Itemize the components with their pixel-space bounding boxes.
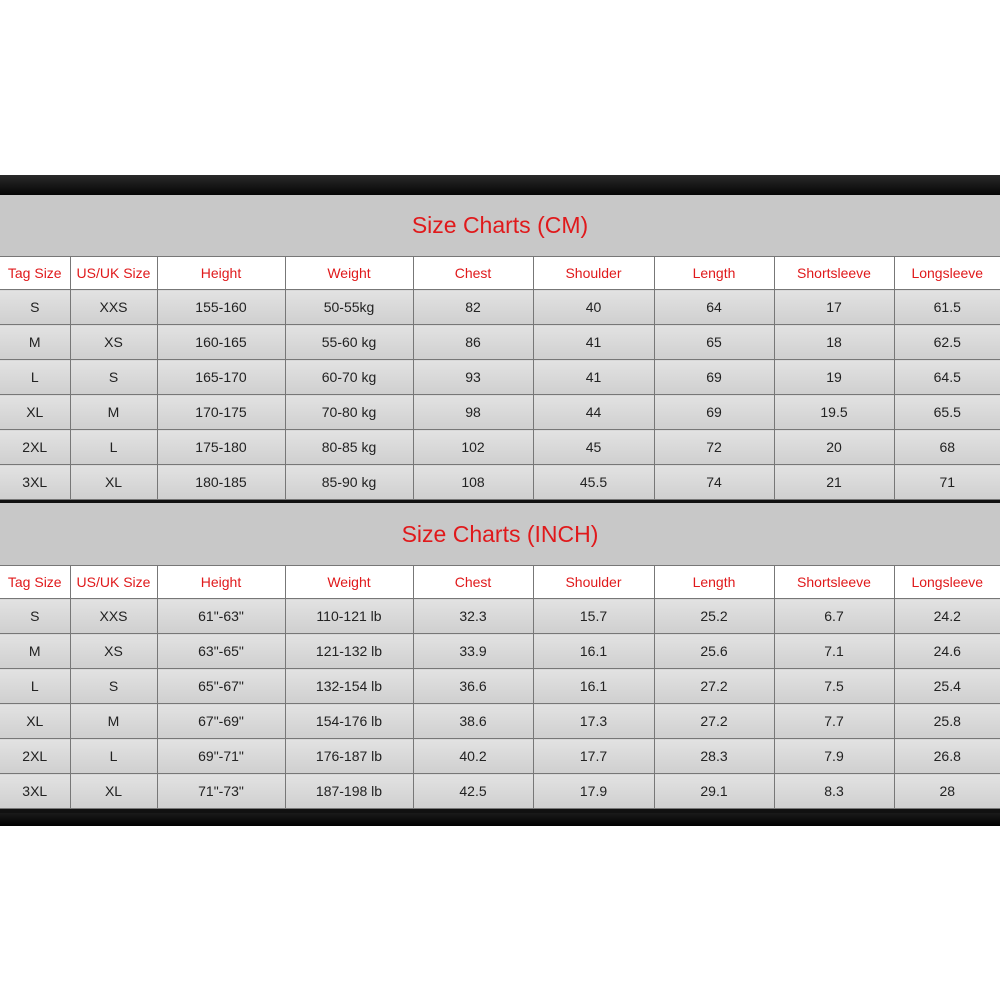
table-cell: XS: [70, 634, 157, 669]
table-cell: 86: [413, 325, 533, 360]
column-header: Length: [654, 257, 774, 290]
table-cell: 180-185: [157, 465, 285, 500]
table-row: [0, 774, 1000, 809]
column-header: Weight: [285, 257, 413, 290]
table-cell: 170-175: [157, 395, 285, 430]
table-cell: 69: [654, 395, 774, 430]
table-cell: 85-90 kg: [285, 465, 413, 500]
table-cell: 17.7: [533, 739, 654, 774]
table-cell: 15.7: [533, 599, 654, 634]
table-cell: 160-165: [157, 325, 285, 360]
table-row: [0, 360, 1000, 395]
table-row: [0, 430, 1000, 465]
table-cell: M: [0, 325, 70, 360]
chart-title-cm: Size Charts (CM): [0, 195, 1000, 256]
table-cell: 82: [413, 290, 533, 325]
size-chart-cm: [0, 195, 1000, 500]
table-cell: XL: [0, 704, 70, 739]
table-cell: 8.3: [774, 774, 894, 809]
column-header: Chest: [413, 257, 533, 290]
table-cell: M: [70, 395, 157, 430]
table-cell: 28.3: [654, 739, 774, 774]
table-cell: 71"-73": [157, 774, 285, 809]
table-cell: 18: [774, 325, 894, 360]
table-cell: M: [0, 634, 70, 669]
table-cell: 175-180: [157, 430, 285, 465]
size-chart-inch: [0, 503, 1000, 809]
table-cell: 33.9: [413, 634, 533, 669]
table-cell: 176-187 lb: [285, 739, 413, 774]
table-row: [0, 669, 1000, 704]
table-cell: 154-176 lb: [285, 704, 413, 739]
column-header: Shortsleeve: [774, 566, 894, 599]
table-cell: 70-80 kg: [285, 395, 413, 430]
table-cell: 20: [774, 430, 894, 465]
table-cell: 102: [413, 430, 533, 465]
table-row: [0, 634, 1000, 669]
table-cell: 93: [413, 360, 533, 395]
table-cell: 16.1: [533, 669, 654, 704]
table-row: [0, 704, 1000, 739]
table-cell: M: [70, 704, 157, 739]
table-cell: 64.5: [894, 360, 1000, 395]
table-cell: L: [0, 669, 70, 704]
table-row: [0, 290, 1000, 325]
table-cell: L: [0, 360, 70, 395]
table-cell: 7.5: [774, 669, 894, 704]
table-cell: 3XL: [0, 774, 70, 809]
table-cell: 17: [774, 290, 894, 325]
table-cell: 41: [533, 325, 654, 360]
table-cell: 65: [654, 325, 774, 360]
column-header: Tag Size: [0, 566, 70, 599]
column-header: Shortsleeve: [774, 257, 894, 290]
table-cell: 19.5: [774, 395, 894, 430]
table-cell: 61.5: [894, 290, 1000, 325]
table-cell: XXS: [70, 599, 157, 634]
column-header: Shoulder: [533, 257, 654, 290]
table-cell: 16.1: [533, 634, 654, 669]
table-row: [0, 395, 1000, 430]
table-row: [0, 465, 1000, 500]
table-cell: S: [0, 290, 70, 325]
table-cell: 64: [654, 290, 774, 325]
table-cell: 25.8: [894, 704, 1000, 739]
table-cell: 19: [774, 360, 894, 395]
table-row: [0, 739, 1000, 774]
table-cell: 45: [533, 430, 654, 465]
table-cell: 2XL: [0, 739, 70, 774]
table-row: [0, 325, 1000, 360]
column-header: Shoulder: [533, 566, 654, 599]
table-cell: 25.4: [894, 669, 1000, 704]
table-cell: S: [70, 669, 157, 704]
table-cell: 7.9: [774, 739, 894, 774]
table-cell: 61"-63": [157, 599, 285, 634]
table-cell: S: [70, 360, 157, 395]
table-cell: 21: [774, 465, 894, 500]
table-cell: 24.6: [894, 634, 1000, 669]
table-cell: 17.3: [533, 704, 654, 739]
size-table-inch: [0, 565, 1000, 809]
table-cell: 68: [894, 430, 1000, 465]
table-cell: 42.5: [413, 774, 533, 809]
table-cell: 40: [533, 290, 654, 325]
table-cell: 3XL: [0, 465, 70, 500]
table-cell: L: [70, 739, 157, 774]
table-cell: 65"-67": [157, 669, 285, 704]
header-row: [0, 257, 1000, 290]
table-cell: 69: [654, 360, 774, 395]
table-cell: 155-160: [157, 290, 285, 325]
table-cell: XS: [70, 325, 157, 360]
table-cell: XL: [70, 465, 157, 500]
table-cell: XL: [0, 395, 70, 430]
table-cell: 7.7: [774, 704, 894, 739]
table-cell: 80-85 kg: [285, 430, 413, 465]
table-cell: 62.5: [894, 325, 1000, 360]
table-cell: 44: [533, 395, 654, 430]
column-header: Chest: [413, 566, 533, 599]
table-cell: 67"-69": [157, 704, 285, 739]
table-cell: 25.2: [654, 599, 774, 634]
table-cell: 41: [533, 360, 654, 395]
table-row: [0, 599, 1000, 634]
table-cell: XXS: [70, 290, 157, 325]
table-cell: 132-154 lb: [285, 669, 413, 704]
table-cell: 6.7: [774, 599, 894, 634]
table-cell: 187-198 lb: [285, 774, 413, 809]
table-cell: 74: [654, 465, 774, 500]
table-cell: 28: [894, 774, 1000, 809]
chart-title-inch: Size Charts (INCH): [0, 503, 1000, 565]
table-cell: 121-132 lb: [285, 634, 413, 669]
table-cell: 17.9: [533, 774, 654, 809]
table-cell: 72: [654, 430, 774, 465]
column-header: Height: [157, 566, 285, 599]
table-cell: 40.2: [413, 739, 533, 774]
column-header: Length: [654, 566, 774, 599]
table-cell: 27.2: [654, 669, 774, 704]
table-cell: 38.6: [413, 704, 533, 739]
column-header: Longsleeve: [894, 257, 1000, 290]
column-header: Height: [157, 257, 285, 290]
table-cell: 108: [413, 465, 533, 500]
table-cell: L: [70, 430, 157, 465]
column-header: US/UK Size: [70, 257, 157, 290]
table-cell: 26.8: [894, 739, 1000, 774]
top-black-bar: [0, 175, 1000, 195]
bottom-black-bar: [0, 813, 1000, 826]
table-cell: 2XL: [0, 430, 70, 465]
table-cell: 25.6: [654, 634, 774, 669]
table-cell: 63"-65": [157, 634, 285, 669]
table-cell: 165-170: [157, 360, 285, 395]
table-cell: 110-121 lb: [285, 599, 413, 634]
table-cell: 60-70 kg: [285, 360, 413, 395]
column-header: Longsleeve: [894, 566, 1000, 599]
size-table-cm: [0, 256, 1000, 500]
table-cell: 50-55kg: [285, 290, 413, 325]
table-cell: 7.1: [774, 634, 894, 669]
table-cell: 69"-71": [157, 739, 285, 774]
column-header: US/UK Size: [70, 566, 157, 599]
table-cell: 27.2: [654, 704, 774, 739]
table-cell: 55-60 kg: [285, 325, 413, 360]
table-cell: 24.2: [894, 599, 1000, 634]
table-cell: 32.3: [413, 599, 533, 634]
table-cell: 45.5: [533, 465, 654, 500]
table-cell: 36.6: [413, 669, 533, 704]
table-cell: 29.1: [654, 774, 774, 809]
header-row: [0, 566, 1000, 599]
column-header: Weight: [285, 566, 413, 599]
table-cell: 65.5: [894, 395, 1000, 430]
table-cell: XL: [70, 774, 157, 809]
table-cell: 71: [894, 465, 1000, 500]
table-cell: S: [0, 599, 70, 634]
column-header: Tag Size: [0, 257, 70, 290]
table-cell: 98: [413, 395, 533, 430]
